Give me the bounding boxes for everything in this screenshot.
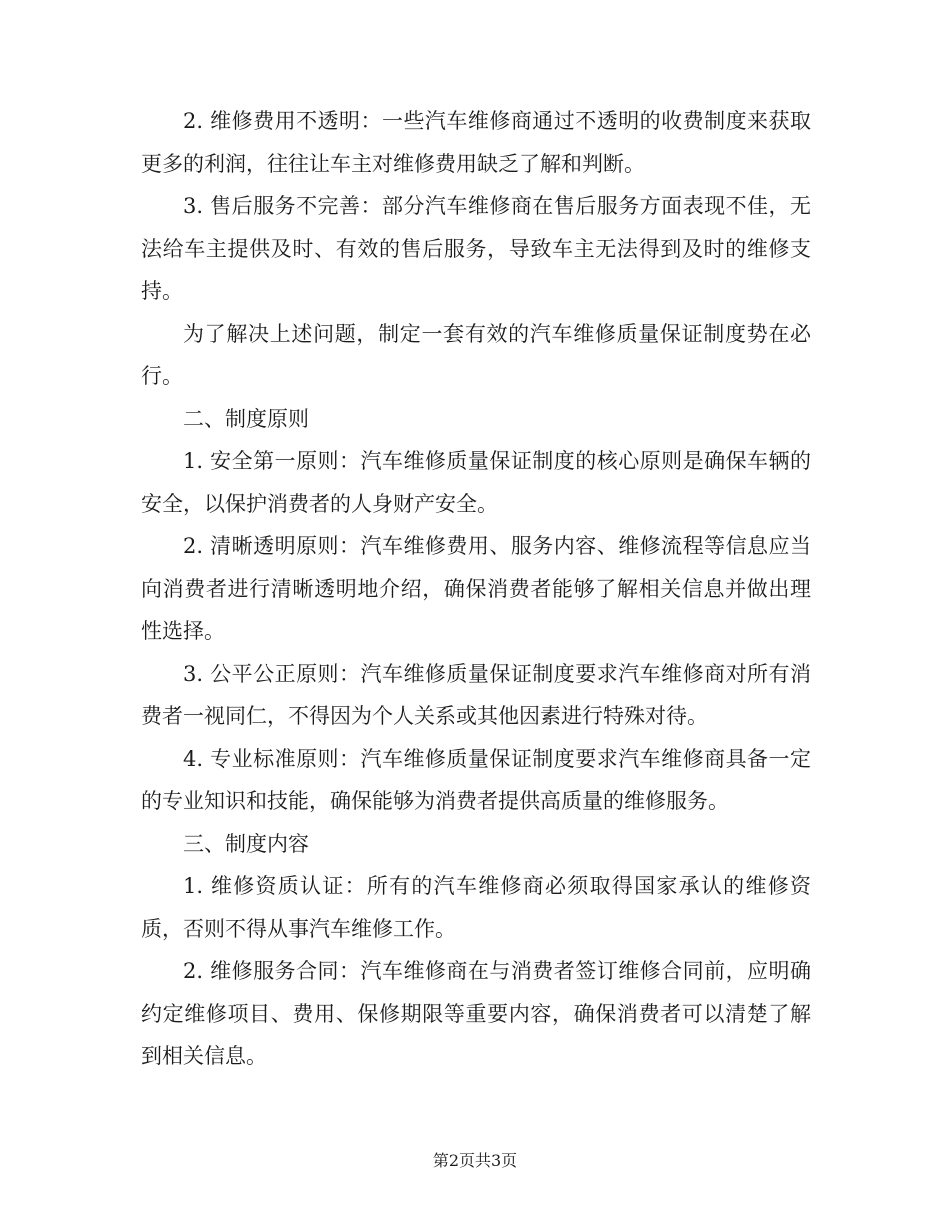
- document-body: [141, 100, 811, 1078]
- paragraph-fairness: 3. 公平公正原则：汽车维修质量保证制度要求汽车维修商对所有消费者一视同仁，不得因为个人关系或其他因素进行特殊对待。: [141, 661, 811, 728]
- paragraph-qualification: 1. 维修资质认证：所有的汽车维修商必须取得国家承认的维修资质，否则不得从事汽车维修工作。: [141, 874, 811, 941]
- paragraph-fee-transparency: 2. 维修费用不透明：一些汽车维修商通过不透明的收费制度来获取更多的利润，往往让车主对维修费用缺乏了解和判断。: [141, 109, 811, 176]
- paragraph-summary: 为了解决上述问题，制定一套有效的汽车维修质量保证制度势在必行。: [141, 321, 811, 388]
- paragraph-after-sales: 3. 售后服务不完善：部分汽车维修商在售后服务方面表现不佳，无法给车主提供及时、有效的售后服务，导致车主无法得到及时的维修支持。: [141, 194, 811, 303]
- paragraph-professional-standard: 4. 专业标准原则：汽车维修质量保证制度要求汽车维修商具备一定的专业知识和技能，确保能够为消费者提供高质量的维修服务。: [141, 746, 811, 813]
- section-heading-principles: 二、制度原则: [183, 406, 309, 431]
- paragraph-safety-first: 1. 安全第一原则：汽车维修质量保证制度的核心原则是确保车辆的安全，以保护消费者的人身财产安全。: [141, 449, 811, 516]
- section-heading-content: 三、制度内容: [183, 831, 309, 856]
- paragraph-service-contract: 2. 维修服务合同：汽车维修商在与消费者签订维修合同前，应明确约定维修项目、费用、保修期限等重要内容，确保消费者可以清楚了解到相关信息。: [141, 959, 811, 1068]
- paragraph-transparency: 2. 清晰透明原则：汽车维修费用、服务内容、维修流程等信息应当向消费者进行清晰透明地介绍，确保消费者能够了解相关信息并做出理性选择。: [141, 534, 811, 643]
- page-number-footer: 第2页共3页: [432, 1151, 518, 1170]
